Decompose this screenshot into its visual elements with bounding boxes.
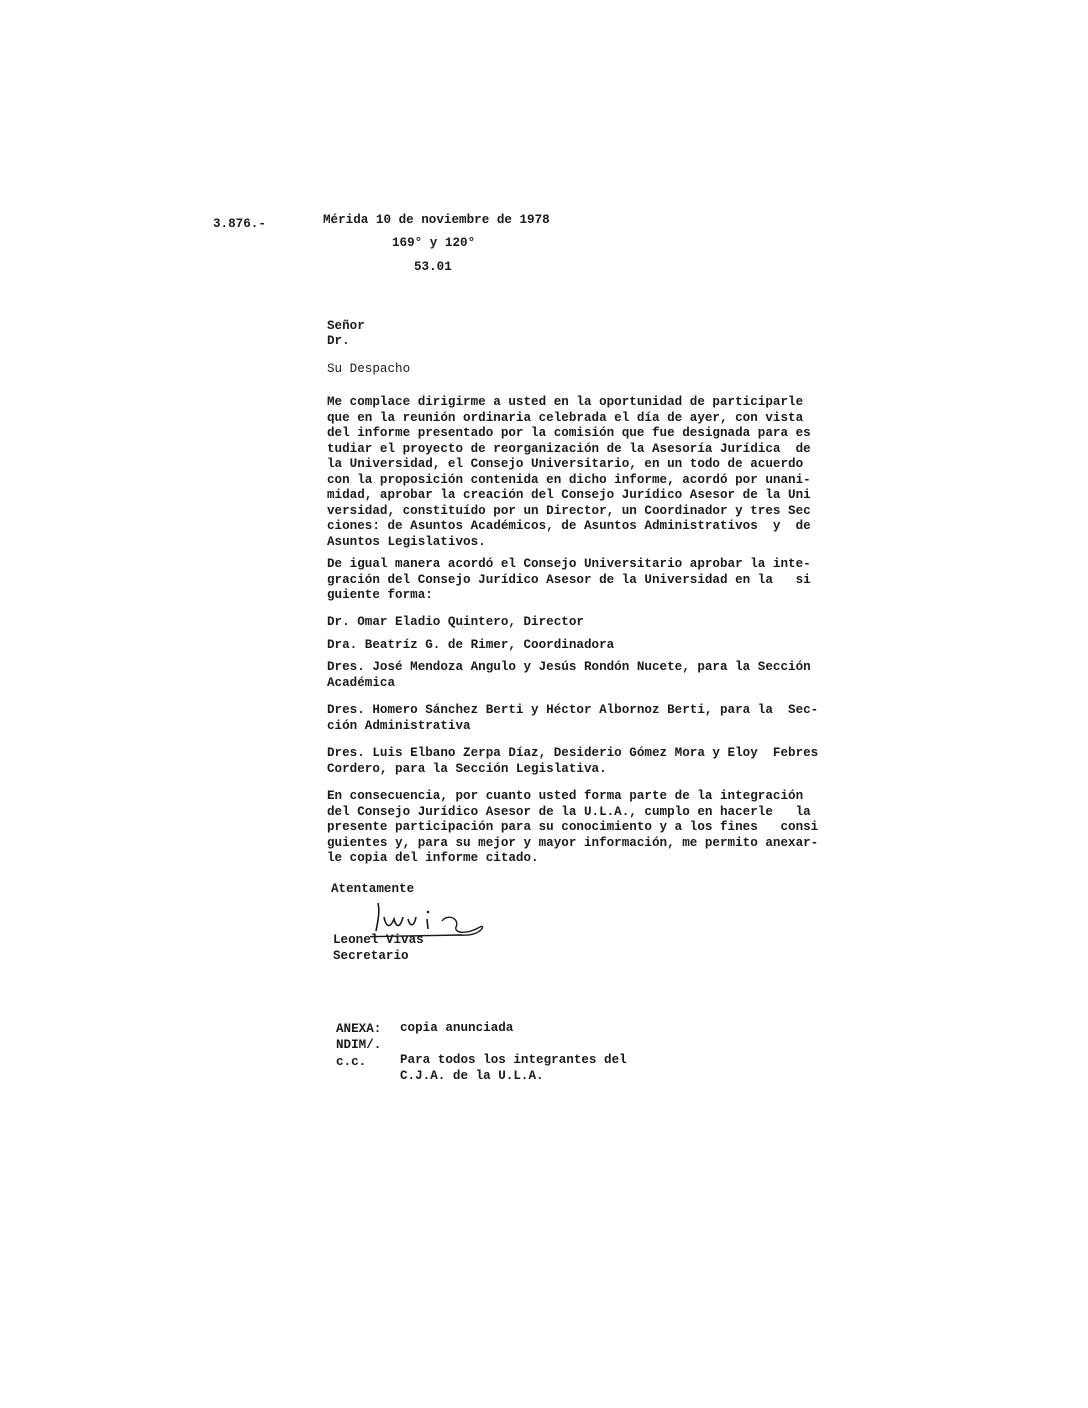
paragraph-line: que en la reunión ordinaria celebrada el día de ayer, con vista [327,410,804,425]
member-line: Cordero, para la Sección Legislativa. [327,761,607,776]
paragraph-line: Me complace dirigirme a usted en la oportunidad de participarle [327,395,804,409]
annex-label: ANEXA: [336,1022,382,1036]
dispatch-line: Su Despacho [327,362,411,376]
member-entry [327,746,817,777]
member-line: Dra. Beatríz G. de Rimer, Coordinadora [327,638,615,652]
salutation: Señor [327,319,365,333]
cc-label: c.c. [336,1055,367,1069]
member-entry [327,615,817,631]
paragraph-line: gración del Consejo Jurídico Asesor de la Universidad en la si [327,572,811,587]
paragraph-line: del Consejo Jurídico Asesor de la U.L.A., cumplo en hacerle la [327,804,811,819]
member-entry [327,638,817,654]
member-line: Dr. Omar Eladio Quintero, Director [327,615,584,629]
member-entry [327,703,817,734]
member-line: Dres. Luis Elbano Zerpa Díaz, Desiderio Gómez Mora y Eloy Febres [327,746,819,760]
paragraph-line: De igual manera acordó el Consejo Universitario aprobar la inte- [327,557,811,571]
paragraph-line: guiente forma: [327,588,433,602]
paragraph-1 [327,395,817,550]
paragraph-2 [327,557,817,604]
member-line: ción Administrativa [327,718,471,733]
paragraph-line: midad, aprobar la creación del Consejo Jurídico Asesor de la Uni [327,488,811,502]
initials: NDIM/. [336,1038,382,1052]
signer-name: Leonel Vivas [333,933,424,947]
signer-title: Secretario [333,949,409,963]
paragraph-line: del informe presentado por la comisión que fue designada para es [327,426,811,440]
paragraph-line: con la proposición contenida en dicho informe, acordó por unani- [327,472,811,487]
title-line: Dr. [327,334,350,348]
years-line: 169° y 120° [392,236,476,250]
paragraph-line: ciones: de Asuntos Académicos, de Asuntos Administrativos y de [327,519,811,533]
paragraph-line: versidad, constituído por un Director, un Coordinador y tres Sec [327,503,811,518]
member-line: Académica [327,675,396,690]
closing-line: Atentamente [331,882,415,896]
reference-number: 3.876.- [213,217,266,231]
member-line: Dres. José Mendoza Angulo y Jesús Rondón Nucete, para la Sección [327,660,811,674]
document-code: 53.01 [414,260,452,274]
member-line: Dres. Homero Sánchez Berti y Héctor Albornoz Berti, para la Sec- [327,703,819,717]
place-date: Mérida 10 de noviembre de 1978 [323,213,550,227]
annex-value: copia anunciada [400,1021,514,1035]
paragraph-line: tudiar el proyecto de reorganización de la Asesoría Jurídica de [327,441,811,456]
paragraph-line: Asuntos Legislativos. [327,534,486,549]
paragraph-line: la Universidad, el Consejo Universitario, en un todo de acuerdo [327,457,804,471]
paragraph-line: guientes y, para su mejor y mayor información, me permito anexar- [327,835,819,850]
cc-line: C.J.A. de la U.L.A. [400,1069,544,1083]
cc-line: Para todos los integrantes del [400,1053,627,1067]
paragraph-3 [327,789,817,867]
paragraph-line: presente participación para su conocimiento y a los fines consi [327,820,819,834]
paragraph-line: le copia del informe citado. [327,851,539,865]
paragraph-line: En consecuencia, por cuanto usted forma parte de la integración [327,789,804,803]
member-entry [327,660,817,691]
